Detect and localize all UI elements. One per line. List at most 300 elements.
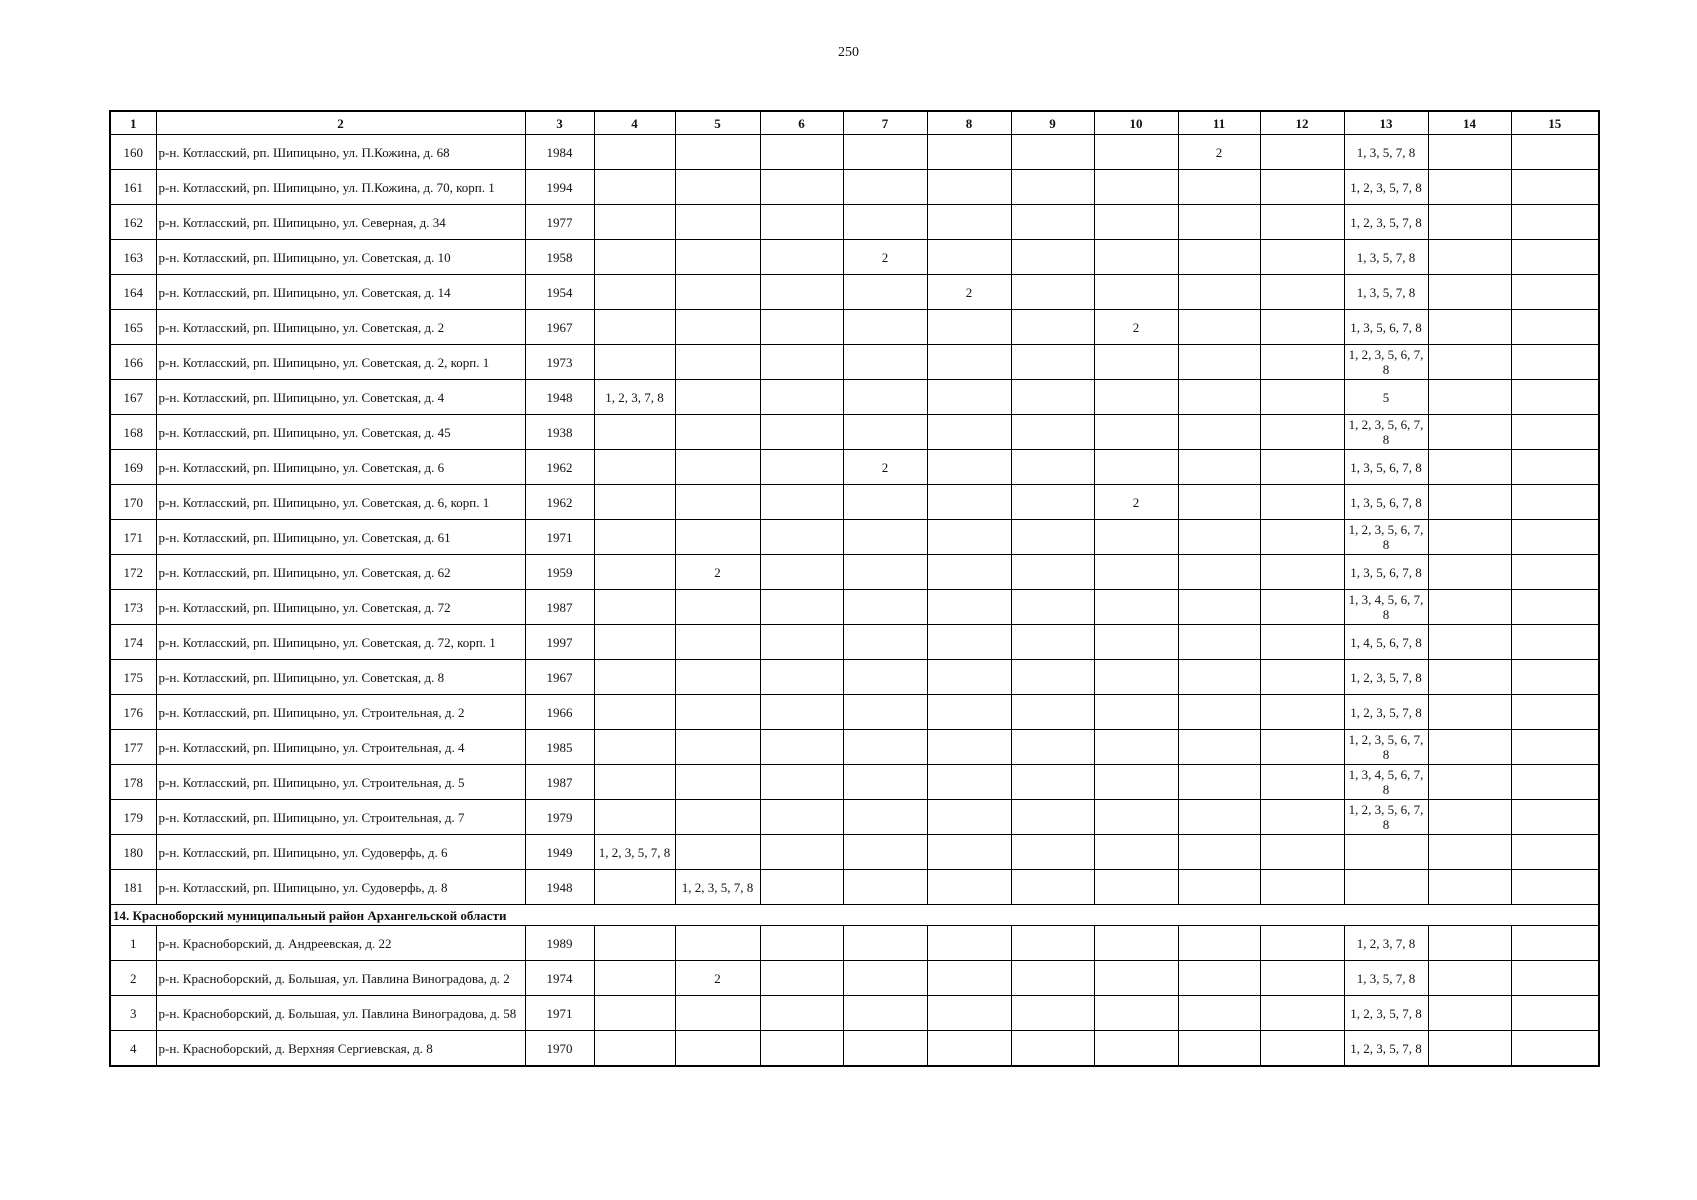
table-cell-col-6	[760, 660, 843, 695]
table-cell-col-12	[1260, 170, 1344, 205]
table-cell-col-4	[594, 555, 675, 590]
table-cell-col-11	[1178, 765, 1260, 800]
table-cell-col-11	[1178, 170, 1260, 205]
table-cell-col-12	[1260, 380, 1344, 415]
table-cell-col-4	[594, 135, 675, 170]
address-cell: р-н. Котласский, рп. Шипицыно, ул. Строительная, д. 5	[156, 765, 525, 800]
row-number-cell: 177	[110, 730, 156, 765]
address-cell: р-н. Котласский, рп. Шипицыно, ул. Советская, д. 2	[156, 310, 525, 345]
table-cell-col-14	[1428, 240, 1511, 275]
table-cell-col-5	[675, 345, 760, 380]
year-cell: 1948	[525, 870, 594, 905]
table-cell-col-4	[594, 926, 675, 961]
address-cell: р-н. Котласский, рп. Шипицыно, ул. Советская, д. 4	[156, 380, 525, 415]
address-cell: р-н. Котласский, рп. Шипицыно, ул. Советская, д. 14	[156, 275, 525, 310]
row-number-cell: 164	[110, 275, 156, 310]
table-cell-col-5	[675, 205, 760, 240]
table-cell-col-5	[675, 415, 760, 450]
table-row	[110, 275, 1599, 310]
table-cell-col-11	[1178, 485, 1260, 520]
table-cell-col-11	[1178, 590, 1260, 625]
address-cell: р-н. Красноборский, д. Большая, ул. Павлина Виноградова, д. 2	[156, 961, 525, 996]
section-title: 14. Красноборский муниципальный район Архангельской области	[110, 905, 1599, 926]
table-cell-col-15	[1511, 1031, 1599, 1067]
table-cell-col-4	[594, 275, 675, 310]
row-number-cell: 1	[110, 926, 156, 961]
row-number-cell: 170	[110, 485, 156, 520]
table-cell-col-14	[1428, 765, 1511, 800]
table-cell-col-9	[1011, 415, 1094, 450]
table-cell-col-9	[1011, 870, 1094, 905]
table-cell-col-10	[1094, 520, 1178, 555]
column-header-9: 9	[1011, 111, 1094, 135]
table-cell-col-6	[760, 170, 843, 205]
table-cell-col-9	[1011, 520, 1094, 555]
table-cell-col-15	[1511, 961, 1599, 996]
table-cell-col-15	[1511, 835, 1599, 870]
year-cell: 1974	[525, 961, 594, 996]
table-cell-col-6	[760, 625, 843, 660]
column-header-11: 11	[1178, 111, 1260, 135]
table-cell-col-4	[594, 345, 675, 380]
table-cell-col-6	[760, 135, 843, 170]
table-cell-col-4	[594, 730, 675, 765]
row-number-cell: 165	[110, 310, 156, 345]
column-header-3: 3	[525, 111, 594, 135]
table-cell-col-12	[1260, 1031, 1344, 1067]
table-cell-col-7	[843, 870, 927, 905]
row-number-cell: 3	[110, 996, 156, 1031]
table-cell-col-6	[760, 380, 843, 415]
address-cell: р-н. Котласский, рп. Шипицыно, ул. Советская, д. 6	[156, 450, 525, 485]
table-cell-col-5	[675, 450, 760, 485]
table-cell-col-7: 2	[843, 450, 927, 485]
table-cell-col-5	[675, 240, 760, 275]
table-row	[110, 800, 1599, 835]
table-cell-col-14	[1428, 625, 1511, 660]
table-cell-col-12	[1260, 765, 1344, 800]
table-cell-col-15	[1511, 555, 1599, 590]
table-cell-col-13: 1, 3, 5, 7, 8	[1344, 135, 1428, 170]
table-row	[110, 695, 1599, 730]
table-cell-col-13: 1, 2, 3, 5, 6, 7, 8	[1344, 415, 1428, 450]
address-cell: р-н. Котласский, рп. Шипицыно, ул. Строительная, д. 2	[156, 695, 525, 730]
table-cell-col-7	[843, 660, 927, 695]
row-number-cell: 2	[110, 961, 156, 996]
address-cell: р-н. Красноборский, д. Большая, ул. Павлина Виноградова, д. 58	[156, 996, 525, 1031]
table-cell-col-12	[1260, 835, 1344, 870]
table-cell-col-13: 1, 2, 3, 5, 7, 8	[1344, 1031, 1428, 1067]
table-cell-col-11	[1178, 996, 1260, 1031]
address-cell: р-н. Котласский, рп. Шипицыно, ул. Советская, д. 62	[156, 555, 525, 590]
table-cell-col-7	[843, 415, 927, 450]
table-row	[110, 485, 1599, 520]
table-row	[110, 625, 1599, 660]
table-cell-col-12	[1260, 590, 1344, 625]
table-cell-col-15	[1511, 205, 1599, 240]
table-cell-col-8	[927, 730, 1011, 765]
table-cell-col-11	[1178, 870, 1260, 905]
table-cell-col-11	[1178, 800, 1260, 835]
table-row	[110, 205, 1599, 240]
table-cell-col-7	[843, 961, 927, 996]
table-cell-col-11	[1178, 310, 1260, 345]
table-cell-col-4	[594, 590, 675, 625]
column-header-6: 6	[760, 111, 843, 135]
year-cell: 1977	[525, 205, 594, 240]
row-number-cell: 163	[110, 240, 156, 275]
table-cell-col-6	[760, 520, 843, 555]
table-row	[110, 730, 1599, 765]
year-cell: 1948	[525, 380, 594, 415]
year-cell: 1954	[525, 275, 594, 310]
table-cell-col-9	[1011, 765, 1094, 800]
table-cell-col-14	[1428, 380, 1511, 415]
table-cell-col-15	[1511, 996, 1599, 1031]
table-cell-col-15	[1511, 800, 1599, 835]
table-cell-col-4	[594, 695, 675, 730]
table-cell-col-7	[843, 625, 927, 660]
table-cell-col-5: 2	[675, 961, 760, 996]
table-cell-col-6	[760, 765, 843, 800]
table-cell-col-12	[1260, 996, 1344, 1031]
table-cell-col-12	[1260, 135, 1344, 170]
table-cell-col-12	[1260, 205, 1344, 240]
table-cell-col-4	[594, 1031, 675, 1067]
table-cell-col-8	[927, 485, 1011, 520]
row-number-cell: 167	[110, 380, 156, 415]
row-number-cell: 174	[110, 625, 156, 660]
row-number-cell: 181	[110, 870, 156, 905]
table-cell-col-11	[1178, 205, 1260, 240]
table-cell-col-7	[843, 800, 927, 835]
table-cell-col-4	[594, 240, 675, 275]
table-cell-col-14	[1428, 590, 1511, 625]
table-cell-col-15	[1511, 170, 1599, 205]
table-row	[110, 415, 1599, 450]
column-header-13: 13	[1344, 111, 1428, 135]
table-cell-col-14	[1428, 135, 1511, 170]
address-cell: р-н. Котласский, рп. Шипицыно, ул. Советская, д. 6, корп. 1	[156, 485, 525, 520]
table-cell-col-9	[1011, 1031, 1094, 1067]
table-cell-col-12	[1260, 485, 1344, 520]
table-cell-col-13	[1344, 835, 1428, 870]
table-cell-col-8	[927, 695, 1011, 730]
table-cell-col-6	[760, 835, 843, 870]
address-cell: р-н. Котласский, рп. Шипицыно, ул. П.Кожина, д. 68	[156, 135, 525, 170]
table-cell-col-15	[1511, 240, 1599, 275]
row-number-cell: 4	[110, 1031, 156, 1067]
table-cell-col-14	[1428, 275, 1511, 310]
table-cell-col-14	[1428, 555, 1511, 590]
year-cell: 1971	[525, 996, 594, 1031]
table-cell-col-4: 1, 2, 3, 5, 7, 8	[594, 835, 675, 870]
table-cell-col-7	[843, 835, 927, 870]
table-cell-col-9	[1011, 926, 1094, 961]
year-cell: 1973	[525, 345, 594, 380]
table-cell-col-13: 1, 2, 3, 5, 7, 8	[1344, 695, 1428, 730]
table-cell-col-15	[1511, 765, 1599, 800]
table-cell-col-8	[927, 765, 1011, 800]
table-cell-col-10	[1094, 835, 1178, 870]
address-cell: р-н. Котласский, рп. Шипицыно, ул. Судоверфь, д. 6	[156, 835, 525, 870]
table-cell-col-12	[1260, 800, 1344, 835]
table-cell-col-7	[843, 926, 927, 961]
address-cell: р-н. Котласский, рп. Шипицыно, ул. Советская, д. 10	[156, 240, 525, 275]
table-cell-col-9	[1011, 205, 1094, 240]
table-cell-col-13: 1, 4, 5, 6, 7, 8	[1344, 625, 1428, 660]
table-cell-col-4	[594, 800, 675, 835]
table-cell-col-5	[675, 275, 760, 310]
column-header-4: 4	[594, 111, 675, 135]
column-header-12: 12	[1260, 111, 1344, 135]
table-cell-col-6	[760, 695, 843, 730]
row-number-cell: 173	[110, 590, 156, 625]
table-cell-col-13: 1, 3, 5, 7, 8	[1344, 275, 1428, 310]
table-cell-col-11	[1178, 415, 1260, 450]
table-cell-col-5	[675, 1031, 760, 1067]
address-cell: р-н. Котласский, рп. Шипицыно, ул. Советская, д. 72	[156, 590, 525, 625]
table-cell-col-11	[1178, 1031, 1260, 1067]
table-cell-col-6	[760, 961, 843, 996]
table-cell-col-10	[1094, 240, 1178, 275]
table-cell-col-13: 1, 3, 5, 6, 7, 8	[1344, 485, 1428, 520]
table-cell-col-5	[675, 135, 760, 170]
table-cell-col-8	[927, 450, 1011, 485]
year-cell: 1949	[525, 835, 594, 870]
table-cell-col-8	[927, 800, 1011, 835]
table-cell-col-4: 1, 2, 3, 7, 8	[594, 380, 675, 415]
year-cell: 1967	[525, 310, 594, 345]
table-cell-col-14	[1428, 170, 1511, 205]
table-cell-col-11	[1178, 380, 1260, 415]
table-row	[110, 310, 1599, 345]
table-cell-col-5	[675, 695, 760, 730]
table-cell-col-8	[927, 926, 1011, 961]
table-cell-col-13: 1, 3, 5, 6, 7, 8	[1344, 555, 1428, 590]
table-cell-col-11: 2	[1178, 135, 1260, 170]
table-cell-col-6	[760, 590, 843, 625]
table-cell-col-12	[1260, 450, 1344, 485]
table-cell-col-13: 1, 2, 3, 5, 6, 7, 8	[1344, 520, 1428, 555]
table-cell-col-13: 1, 2, 3, 5, 6, 7, 8	[1344, 800, 1428, 835]
table-cell-col-15	[1511, 380, 1599, 415]
row-number-cell: 180	[110, 835, 156, 870]
table-cell-col-12	[1260, 345, 1344, 380]
year-cell: 1970	[525, 1031, 594, 1067]
table-cell-col-14	[1428, 415, 1511, 450]
table-cell-col-15	[1511, 485, 1599, 520]
address-cell: р-н. Котласский, рп. Шипицыно, ул. Советская, д. 61	[156, 520, 525, 555]
year-cell: 1962	[525, 450, 594, 485]
table-cell-col-6	[760, 555, 843, 590]
table-cell-col-5	[675, 800, 760, 835]
table-cell-col-4	[594, 660, 675, 695]
table-cell-col-9	[1011, 590, 1094, 625]
table-cell-col-14	[1428, 835, 1511, 870]
table-cell-col-14	[1428, 695, 1511, 730]
table-cell-col-13: 1, 3, 5, 7, 8	[1344, 961, 1428, 996]
table-cell-col-15	[1511, 520, 1599, 555]
table-cell-col-11	[1178, 835, 1260, 870]
address-cell: р-н. Котласский, рп. Шипицыно, ул. Советская, д. 8	[156, 660, 525, 695]
table-body	[110, 135, 1599, 1067]
table-cell-col-15	[1511, 450, 1599, 485]
address-cell: р-н. Котласский, рп. Шипицыно, ул. Судоверфь, д. 8	[156, 870, 525, 905]
table-cell-col-8	[927, 961, 1011, 996]
address-cell: р-н. Красноборский, д. Верхняя Сергиевская, д. 8	[156, 1031, 525, 1067]
year-cell: 1962	[525, 485, 594, 520]
table-cell-col-13: 1, 3, 5, 6, 7, 8	[1344, 310, 1428, 345]
table-cell-col-5	[675, 485, 760, 520]
table-cell-col-9	[1011, 450, 1094, 485]
address-cell: р-н. Котласский, рп. Шипицыно, ул. П.Кожина, д. 70, корп. 1	[156, 170, 525, 205]
table-cell-col-10	[1094, 765, 1178, 800]
table-cell-col-10	[1094, 996, 1178, 1031]
table-cell-col-13: 1, 2, 3, 5, 7, 8	[1344, 205, 1428, 240]
table-cell-col-8	[927, 660, 1011, 695]
year-cell: 1958	[525, 240, 594, 275]
table-cell-col-7	[843, 520, 927, 555]
table-cell-col-5	[675, 765, 760, 800]
table-cell-col-13: 1, 2, 3, 5, 6, 7, 8	[1344, 345, 1428, 380]
table-cell-col-5	[675, 835, 760, 870]
table-row	[110, 996, 1599, 1031]
table-row	[110, 380, 1599, 415]
table-cell-col-14	[1428, 870, 1511, 905]
table-cell-col-4	[594, 170, 675, 205]
table-cell-col-6	[760, 275, 843, 310]
table-cell-col-9	[1011, 135, 1094, 170]
table-cell-col-15	[1511, 590, 1599, 625]
table-cell-col-9	[1011, 996, 1094, 1031]
table-cell-col-12	[1260, 730, 1344, 765]
table-cell-col-10	[1094, 345, 1178, 380]
table-cell-col-8	[927, 310, 1011, 345]
table-cell-col-12	[1260, 625, 1344, 660]
table-cell-col-11	[1178, 730, 1260, 765]
table-cell-col-11	[1178, 450, 1260, 485]
table-cell-col-6	[760, 205, 843, 240]
table-cell-col-10	[1094, 275, 1178, 310]
table-cell-col-11	[1178, 275, 1260, 310]
section-header-row	[110, 905, 1599, 926]
table-cell-col-7	[843, 730, 927, 765]
table-cell-col-7	[843, 555, 927, 590]
year-cell: 1979	[525, 800, 594, 835]
table-cell-col-5	[675, 590, 760, 625]
table-cell-col-9	[1011, 310, 1094, 345]
table-cell-col-8	[927, 555, 1011, 590]
table-cell-col-7	[843, 765, 927, 800]
row-number-cell: 168	[110, 415, 156, 450]
table-cell-col-4	[594, 450, 675, 485]
year-cell: 1987	[525, 765, 594, 800]
table-cell-col-9	[1011, 961, 1094, 996]
table-cell-col-7	[843, 310, 927, 345]
address-cell: р-н. Котласский, рп. Шипицыно, ул. Советская, д. 72, корп. 1	[156, 625, 525, 660]
table-cell-col-7	[843, 205, 927, 240]
table-cell-col-11	[1178, 555, 1260, 590]
table-cell-col-15	[1511, 870, 1599, 905]
table-row	[110, 1031, 1599, 1067]
column-header-8: 8	[927, 111, 1011, 135]
table-cell-col-10	[1094, 926, 1178, 961]
column-header-14: 14	[1428, 111, 1511, 135]
row-number-cell: 161	[110, 170, 156, 205]
table-cell-col-13: 1, 2, 3, 7, 8	[1344, 926, 1428, 961]
row-number-cell: 178	[110, 765, 156, 800]
table-cell-col-13: 1, 2, 3, 5, 6, 7, 8	[1344, 730, 1428, 765]
table-cell-col-14	[1428, 485, 1511, 520]
table-cell-col-14	[1428, 961, 1511, 996]
table-cell-col-10	[1094, 695, 1178, 730]
table-cell-col-10	[1094, 961, 1178, 996]
table-cell-col-10	[1094, 870, 1178, 905]
table-row	[110, 345, 1599, 380]
table-cell-col-8: 2	[927, 275, 1011, 310]
year-cell: 1967	[525, 660, 594, 695]
table-cell-col-14	[1428, 520, 1511, 555]
table-cell-col-4	[594, 765, 675, 800]
table-cell-col-10	[1094, 1031, 1178, 1067]
year-cell: 1985	[525, 730, 594, 765]
table-cell-col-10	[1094, 660, 1178, 695]
table-cell-col-15	[1511, 625, 1599, 660]
table-cell-col-15	[1511, 926, 1599, 961]
column-header-7: 7	[843, 111, 927, 135]
table-cell-col-6	[760, 415, 843, 450]
table-cell-col-12	[1260, 961, 1344, 996]
table-cell-col-13: 1, 2, 3, 5, 7, 8	[1344, 660, 1428, 695]
table-cell-col-8	[927, 625, 1011, 660]
table-cell-col-10	[1094, 380, 1178, 415]
table-cell-col-11	[1178, 926, 1260, 961]
table-cell-col-10: 2	[1094, 310, 1178, 345]
table-cell-col-5	[675, 730, 760, 765]
column-header-5: 5	[675, 111, 760, 135]
table-cell-col-7: 2	[843, 240, 927, 275]
address-cell: р-н. Красноборский, д. Андреевская, д. 22	[156, 926, 525, 961]
address-cell: р-н. Котласский, рп. Шипицыно, ул. Советская, д. 2, корп. 1	[156, 345, 525, 380]
table-cell-col-10	[1094, 555, 1178, 590]
table-cell-col-4	[594, 961, 675, 996]
table-cell-col-8	[927, 835, 1011, 870]
row-number-cell: 171	[110, 520, 156, 555]
table-cell-col-5	[675, 170, 760, 205]
table-cell-col-9	[1011, 485, 1094, 520]
table-cell-col-12	[1260, 870, 1344, 905]
table-cell-col-12	[1260, 695, 1344, 730]
table-cell-col-8	[927, 1031, 1011, 1067]
table-cell-col-14	[1428, 1031, 1511, 1067]
table-cell-col-4	[594, 205, 675, 240]
table-cell-col-6	[760, 310, 843, 345]
table-cell-col-13	[1344, 870, 1428, 905]
table-cell-col-14	[1428, 310, 1511, 345]
table-cell-col-8	[927, 345, 1011, 380]
row-number-cell: 169	[110, 450, 156, 485]
table-row	[110, 835, 1599, 870]
table-cell-col-12	[1260, 275, 1344, 310]
table-cell-col-6	[760, 240, 843, 275]
table-cell-col-8	[927, 590, 1011, 625]
header-row	[110, 111, 1599, 135]
table-cell-col-14	[1428, 996, 1511, 1031]
table-cell-col-4	[594, 996, 675, 1031]
table-cell-col-5: 2	[675, 555, 760, 590]
page-number: 250	[838, 45, 859, 60]
